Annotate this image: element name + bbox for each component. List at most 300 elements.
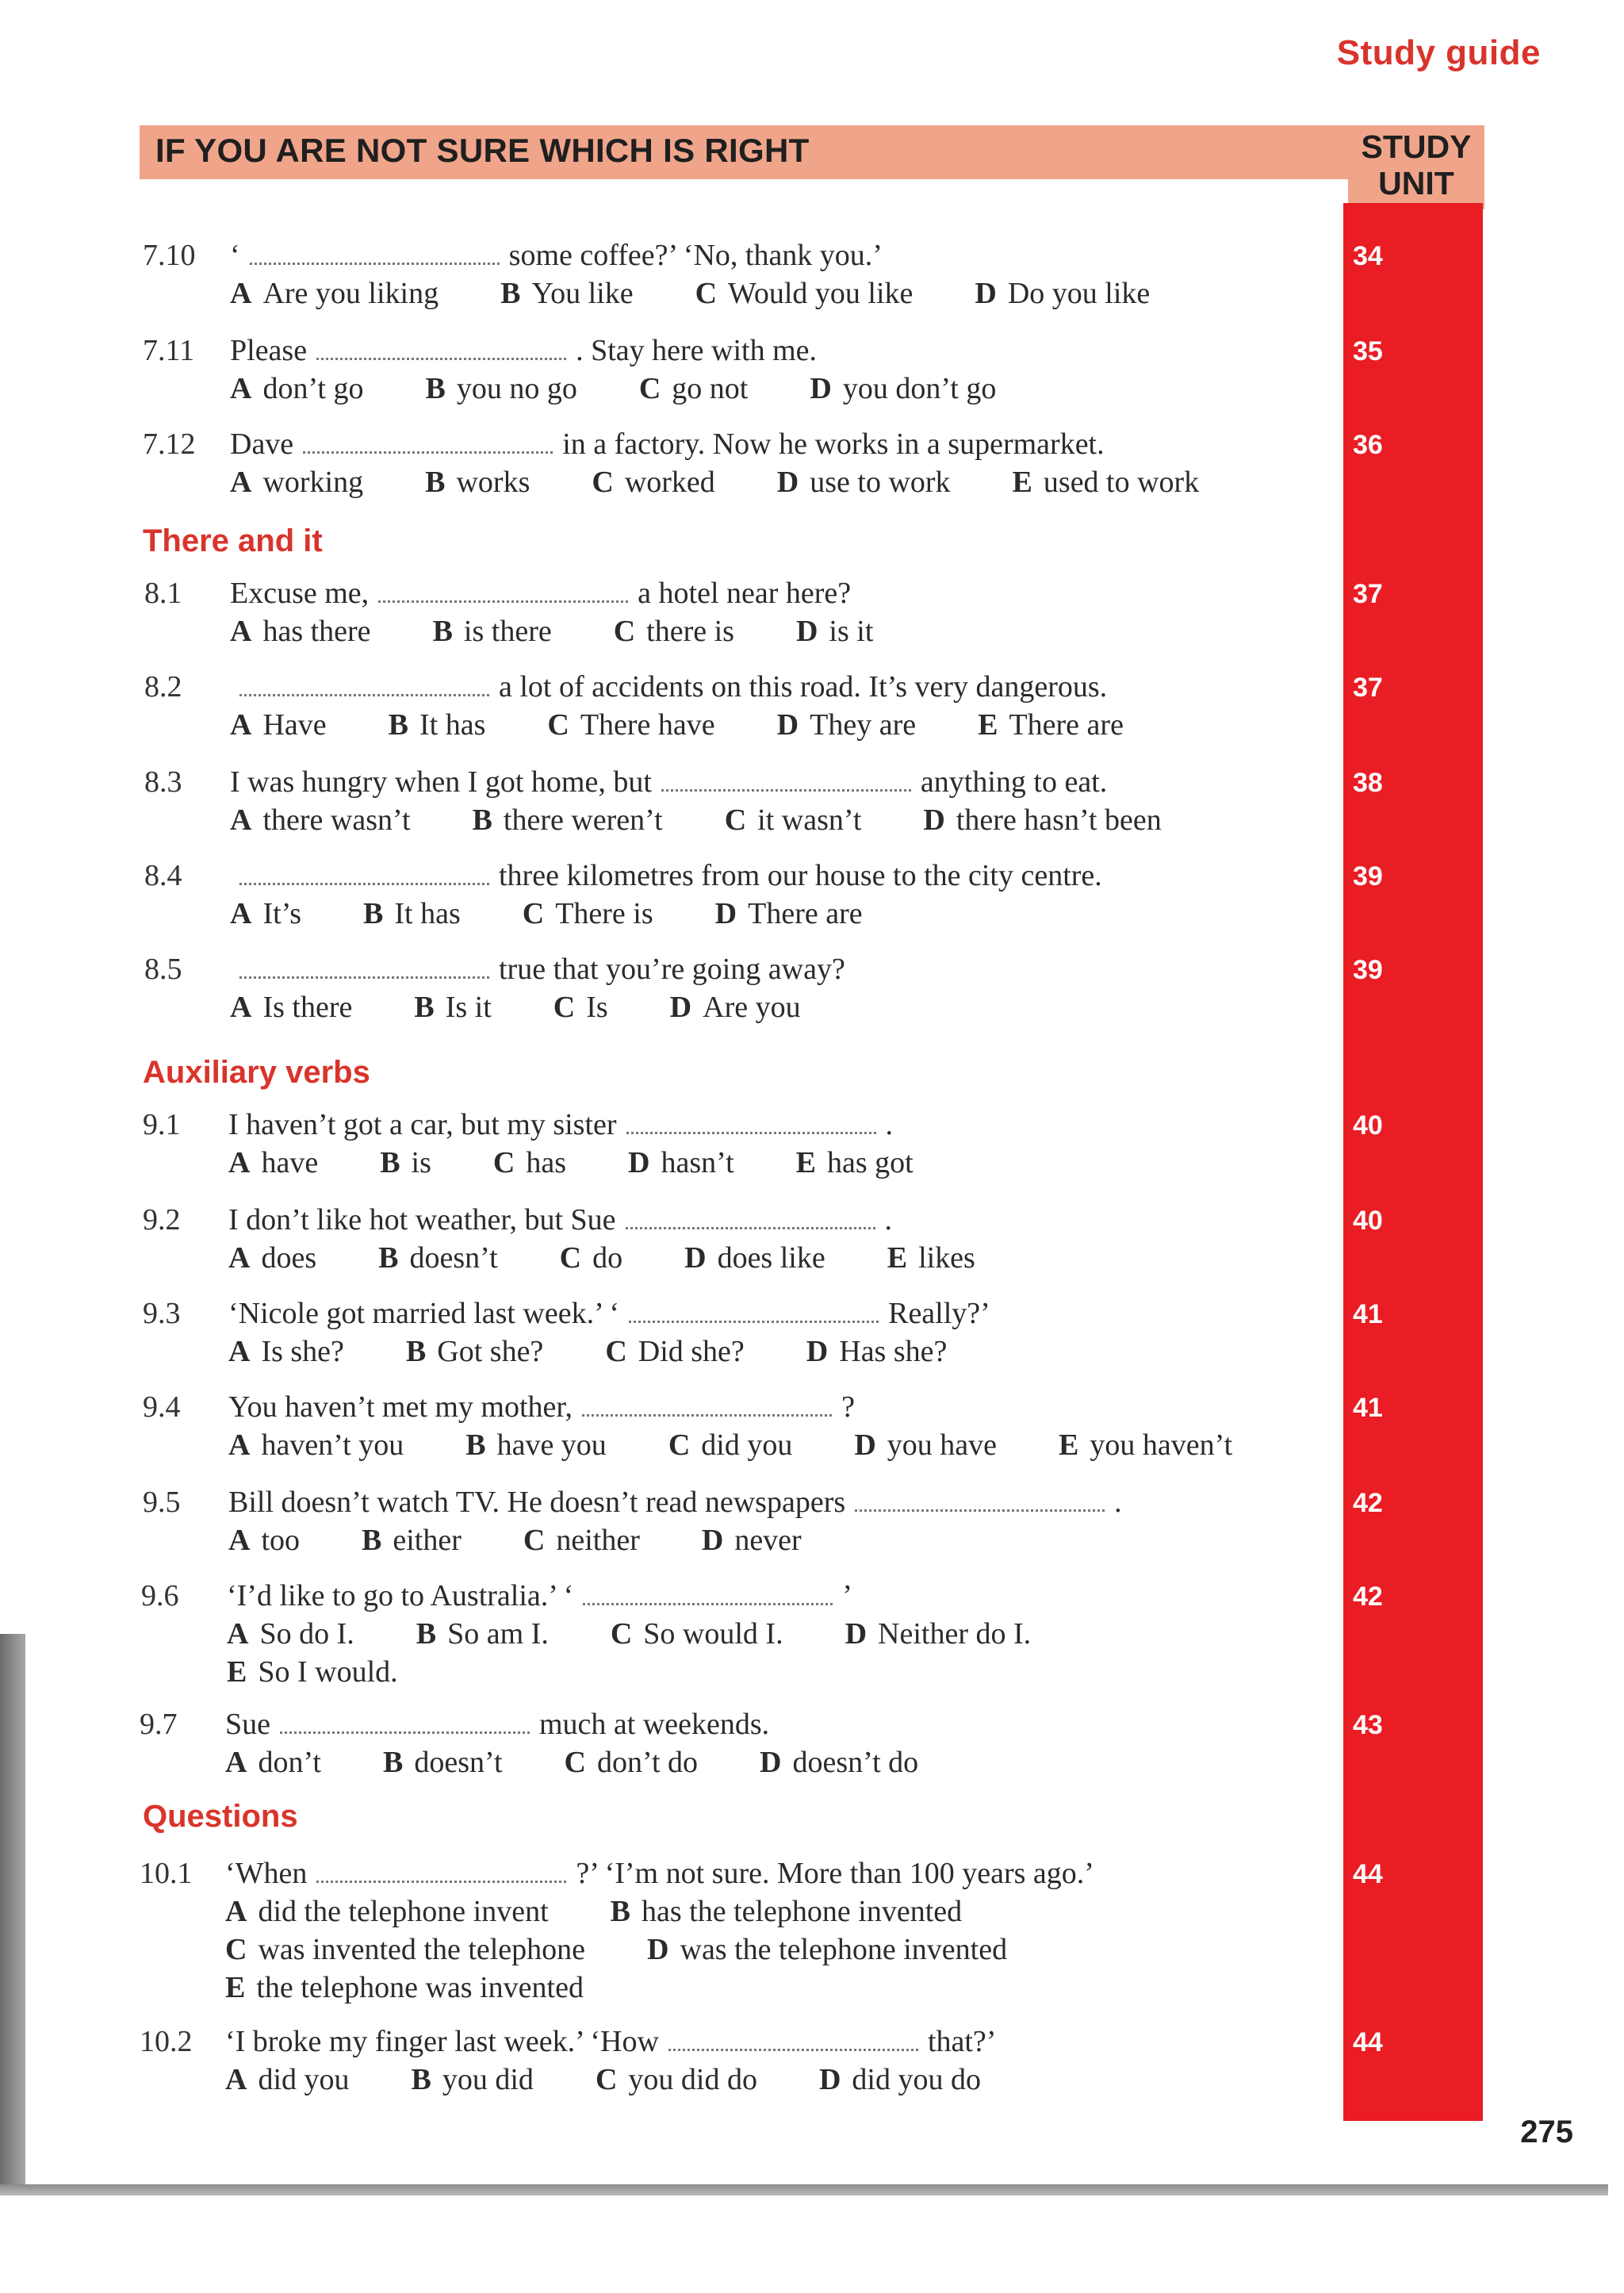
option-letter: B xyxy=(405,1335,427,1368)
option-letter: C xyxy=(605,1335,627,1368)
option-text: likes xyxy=(918,1241,975,1275)
question-number: 9.4 xyxy=(143,1390,181,1424)
option-text: So I would. xyxy=(258,1655,398,1689)
question-stem xyxy=(230,427,1105,462)
question-stem xyxy=(225,1856,1094,1891)
option-text: It has xyxy=(419,708,486,742)
option-text: Is she? xyxy=(261,1335,344,1368)
question-number: 9.3 xyxy=(143,1297,181,1330)
option-letter: D xyxy=(714,897,737,930)
answer-blank xyxy=(855,1487,1105,1512)
answer-option xyxy=(760,1746,918,1779)
answer-option xyxy=(416,1617,549,1651)
stem-text-after: . xyxy=(885,1108,894,1141)
study-unit-number: 35 xyxy=(1353,336,1383,366)
option-text: hasn’t xyxy=(661,1146,734,1179)
option-letter: D xyxy=(795,615,818,648)
answer-blank xyxy=(239,954,489,979)
question-number: 8.2 xyxy=(144,670,182,704)
option-text: used to work xyxy=(1043,466,1200,499)
question-number: 7.10 xyxy=(143,239,196,272)
study-unit-number: 36 xyxy=(1353,430,1383,460)
option-letter: D xyxy=(776,466,799,499)
header-title: IF YOU ARE NOT SURE WHICH IS RIGHT xyxy=(155,132,810,169)
answer-option xyxy=(228,1524,300,1557)
option-letter: D xyxy=(806,1335,829,1368)
answer-blank xyxy=(239,861,489,885)
option-line xyxy=(225,2062,981,2097)
answer-option xyxy=(695,277,914,310)
section-heading-questions: Questions xyxy=(143,1799,298,1834)
stem-text-after: true that you’re going away? xyxy=(499,953,845,986)
option-letter: D xyxy=(810,372,832,405)
option-text: you haven’t xyxy=(1090,1428,1233,1462)
option-text: working xyxy=(262,466,364,499)
option-letter: A xyxy=(228,1146,251,1179)
answer-option xyxy=(228,1241,316,1275)
scan-bottom-edge xyxy=(0,2184,1608,2195)
option-letter: C xyxy=(492,1146,515,1179)
option-text: there weren’t xyxy=(503,803,663,837)
answer-blank xyxy=(303,429,553,454)
answer-option xyxy=(614,615,734,648)
option-letter: E xyxy=(1012,466,1032,499)
answer-option xyxy=(796,1146,914,1179)
option-letter: C xyxy=(559,1241,582,1275)
stem-text-before: ‘ xyxy=(230,239,240,272)
option-text: doesn’t do xyxy=(792,1746,919,1779)
option-text: use to work xyxy=(810,466,951,499)
stem-text-after: ’ xyxy=(842,1579,852,1612)
study-unit-number: 37 xyxy=(1353,579,1383,609)
option-text: did you xyxy=(701,1428,793,1462)
stem-text-before: Dave xyxy=(230,428,294,461)
answer-option xyxy=(684,1241,825,1275)
option-text: There are xyxy=(748,897,863,930)
answer-option xyxy=(611,1895,963,1928)
option-letter: D xyxy=(701,1524,724,1557)
answer-option xyxy=(493,1146,566,1179)
option-letter: C xyxy=(523,1524,546,1557)
answer-option xyxy=(225,2063,350,2096)
stem-text-after: Really?’ xyxy=(888,1297,990,1330)
answer-option xyxy=(225,1895,549,1928)
option-letter: B xyxy=(465,1428,486,1462)
answer-blank xyxy=(668,2027,918,2051)
option-text: So am I. xyxy=(447,1617,549,1651)
option-text: go not xyxy=(672,372,749,405)
answer-option xyxy=(978,708,1124,742)
answer-option xyxy=(887,1241,975,1275)
answer-blank xyxy=(626,1205,875,1229)
question-number: 10.1 xyxy=(140,1857,193,1890)
stem-text-before: I haven’t got a car, but my sister xyxy=(228,1108,617,1141)
option-letter: D xyxy=(628,1146,650,1179)
option-letter: B xyxy=(610,1895,630,1928)
stem-text-before: ‘When xyxy=(225,1857,308,1890)
answer-option xyxy=(230,991,352,1024)
option-text: you did do xyxy=(628,2063,757,2096)
option-letter: B xyxy=(425,372,446,405)
study-unit-number: 37 xyxy=(1353,673,1383,703)
option-line xyxy=(228,1334,947,1369)
answer-option xyxy=(523,1524,640,1557)
option-text: So do I. xyxy=(259,1617,354,1651)
answer-blank xyxy=(250,240,500,265)
option-text: it wasn’t xyxy=(757,803,862,837)
option-letter: D xyxy=(669,991,692,1024)
option-letter: B xyxy=(425,466,446,499)
option-letter: A xyxy=(228,1241,251,1275)
option-text: don’t do xyxy=(596,1746,699,1779)
answer-option xyxy=(796,615,873,648)
option-letter: B xyxy=(414,991,435,1024)
option-text: Is there xyxy=(262,991,353,1024)
answer-option xyxy=(725,803,862,837)
answer-option xyxy=(425,466,530,499)
question-number: 8.5 xyxy=(144,953,182,986)
answer-option xyxy=(473,803,663,837)
option-letter: A xyxy=(230,897,252,930)
option-letter: A xyxy=(228,1524,251,1557)
option-line xyxy=(230,371,996,406)
option-text: There have xyxy=(580,708,715,742)
option-text: It’s xyxy=(262,897,302,930)
stem-text-before: I was hungry when I got home, but xyxy=(230,765,652,799)
answer-option xyxy=(611,1617,783,1651)
question-stem xyxy=(230,952,845,987)
answer-option xyxy=(228,1146,318,1179)
option-text: is there xyxy=(463,615,552,648)
study-unit-number: 38 xyxy=(1353,768,1383,798)
stem-text-before: Excuse me, xyxy=(230,577,370,610)
answer-option xyxy=(406,1335,543,1368)
option-letter: B xyxy=(378,1241,399,1275)
answer-option xyxy=(810,372,996,405)
option-line xyxy=(230,896,863,931)
answer-option xyxy=(230,615,371,648)
question-number: 9.6 xyxy=(141,1579,179,1612)
answer-option xyxy=(639,372,749,405)
option-line xyxy=(230,707,1124,742)
option-text: Have xyxy=(262,708,327,742)
study-unit-number: 44 xyxy=(1353,1859,1383,1889)
option-letter: A xyxy=(225,2063,247,2096)
section-heading-auxiliary-verbs: Auxiliary verbs xyxy=(143,1055,370,1090)
option-letter: B xyxy=(411,2063,431,2096)
section-heading-there-and-it: There and it xyxy=(143,523,323,558)
option-letter: D xyxy=(845,1617,868,1651)
stem-text-before: ‘I broke my finger last week.’ ‘How xyxy=(225,2025,659,2058)
stem-text-after: . xyxy=(884,1203,893,1237)
option-text: the telephone was invented xyxy=(256,1971,584,2004)
answer-option xyxy=(412,2063,534,2096)
option-letter: C xyxy=(610,1617,633,1651)
option-letter: A xyxy=(230,803,252,837)
option-text: you don’t go xyxy=(842,372,997,405)
study-unit-label-line1: STUDY xyxy=(1361,128,1472,165)
answer-option xyxy=(670,991,801,1024)
option-letter: E xyxy=(1059,1428,1079,1462)
option-line xyxy=(230,465,1199,500)
study-unit-number: 40 xyxy=(1353,1206,1383,1236)
stem-text-after: ?’ ‘I’m not sure. More than 100 years ago.’ xyxy=(576,1857,1094,1890)
stem-text-after: anything to eat. xyxy=(920,765,1108,799)
stem-text-after: some coffee?’ ‘No, thank you.’ xyxy=(508,239,883,272)
option-letter: C xyxy=(592,466,614,499)
option-letter: C xyxy=(613,615,636,648)
option-text: There is xyxy=(555,897,653,930)
stem-text-after: . Stay here with me. xyxy=(576,334,818,367)
option-text: too xyxy=(261,1524,301,1557)
question-stem xyxy=(228,1107,893,1142)
option-letter: A xyxy=(230,277,252,310)
answer-option xyxy=(975,277,1150,310)
option-text: does xyxy=(261,1241,317,1275)
option-text: neither xyxy=(556,1524,640,1557)
option-line xyxy=(230,614,873,649)
option-text: Did she? xyxy=(638,1335,745,1368)
answer-option xyxy=(363,897,461,930)
option-letter: D xyxy=(684,1241,707,1275)
question-number: 8.4 xyxy=(144,859,182,892)
option-letter: E xyxy=(978,708,998,742)
option-line xyxy=(225,1745,918,1780)
option-line xyxy=(227,1616,1031,1651)
stem-text-after: three kilometres from our house to the city centre. xyxy=(499,859,1102,892)
option-text: Got she? xyxy=(437,1335,544,1368)
option-letter: B xyxy=(500,277,521,310)
answer-blank xyxy=(280,1709,530,1734)
question-stem xyxy=(230,669,1107,704)
study-unit-number: 41 xyxy=(1353,1299,1383,1329)
scan-left-edge xyxy=(0,1634,25,2189)
answer-blank xyxy=(661,767,911,792)
question-stem xyxy=(225,1707,769,1742)
option-text: Is xyxy=(586,991,608,1024)
stem-text-before: Sue xyxy=(225,1708,270,1741)
option-letter: D xyxy=(776,708,799,742)
option-text: did the telephone invent xyxy=(258,1895,549,1928)
option-text: did you xyxy=(258,2063,350,2096)
option-letter: B xyxy=(362,1524,382,1557)
option-text: doesn’t xyxy=(414,1746,503,1779)
answer-option xyxy=(425,372,576,405)
answer-option xyxy=(806,1335,948,1368)
option-letter: C xyxy=(724,803,747,837)
answer-option xyxy=(777,466,951,499)
answer-option xyxy=(230,708,327,742)
option-line xyxy=(228,1428,1232,1463)
question-stem xyxy=(228,1485,1122,1520)
question-stem xyxy=(230,576,851,611)
stem-text-after: . xyxy=(1114,1486,1122,1519)
question-stem xyxy=(227,1578,852,1613)
answer-option xyxy=(362,1524,462,1557)
option-line xyxy=(230,990,801,1025)
option-letter: B xyxy=(388,708,408,742)
option-letter: D xyxy=(854,1428,876,1462)
answer-option xyxy=(565,1746,698,1779)
study-unit-label-line2: UNIT xyxy=(1378,165,1454,201)
stem-text-before: Bill doesn’t watch TV. He doesn’t read newspapers xyxy=(228,1486,846,1519)
option-letter: B xyxy=(472,803,492,837)
question-stem xyxy=(230,765,1107,799)
option-letter: C xyxy=(553,991,576,1024)
stem-text-before: ‘Nicole got married last week.’ ‘ xyxy=(228,1297,620,1330)
answer-option xyxy=(819,2063,981,2096)
study-unit-number: 43 xyxy=(1353,1710,1383,1740)
answer-blank xyxy=(629,1298,879,1323)
option-letter: A xyxy=(227,1617,249,1651)
question-stem xyxy=(228,1296,990,1331)
study-unit-column xyxy=(1343,203,1483,2121)
option-text: It has xyxy=(394,897,461,930)
option-text: you have xyxy=(887,1428,998,1462)
answer-blank xyxy=(582,1392,832,1417)
option-line xyxy=(227,1655,398,1689)
answer-option xyxy=(465,1428,607,1462)
option-letter: A xyxy=(225,1746,247,1779)
stem-text-before: I don’t like hot weather, but Sue xyxy=(228,1203,616,1237)
study-unit-number: 40 xyxy=(1353,1110,1383,1141)
option-text: Has she? xyxy=(839,1335,948,1368)
option-letter: A xyxy=(230,372,252,405)
option-text: was invented the telephone xyxy=(258,1933,586,1966)
question-number: 7.12 xyxy=(143,428,196,461)
answer-option xyxy=(523,897,653,930)
answer-option xyxy=(647,1933,1007,1966)
question-stem xyxy=(228,1390,855,1424)
answer-option xyxy=(383,1746,503,1779)
question-stem xyxy=(230,858,1102,893)
study-unit-label xyxy=(1348,128,1484,201)
option-text: has the telephone invented xyxy=(642,1895,963,1928)
answer-option xyxy=(702,1524,802,1557)
option-letter: A xyxy=(230,708,252,742)
question-stem xyxy=(225,2024,996,2059)
option-text: Is it xyxy=(445,991,492,1024)
option-text: worked xyxy=(624,466,715,499)
answer-option xyxy=(230,466,363,499)
answer-option xyxy=(389,708,486,742)
option-text: either xyxy=(393,1524,462,1557)
option-letter: D xyxy=(923,803,945,837)
answer-option xyxy=(668,1428,793,1462)
answer-option xyxy=(854,1428,997,1462)
answer-option xyxy=(592,466,714,499)
option-letter: D xyxy=(647,1933,669,1966)
option-text: have xyxy=(261,1146,319,1179)
answer-option xyxy=(553,991,608,1024)
option-text: there hasn’t been xyxy=(956,803,1162,837)
stem-text-after: that?’ xyxy=(927,2025,997,2058)
option-text: did you do xyxy=(852,2063,981,2096)
option-letter: B xyxy=(363,897,384,930)
option-text: So would I. xyxy=(643,1617,783,1651)
option-text: never xyxy=(734,1524,802,1557)
option-letter: C xyxy=(225,1933,247,1966)
answer-option xyxy=(605,1335,744,1368)
option-letter: A xyxy=(225,1895,247,1928)
option-letter: D xyxy=(818,2063,841,2096)
answer-option xyxy=(227,1655,398,1689)
option-line xyxy=(230,803,1162,838)
stem-text-after: a lot of accidents on this road. It’s very dangerous. xyxy=(499,670,1108,704)
option-letter: B xyxy=(380,1146,400,1179)
answer-option xyxy=(225,1971,584,2004)
answer-option xyxy=(845,1617,1032,1651)
stem-text-after: a hotel near here? xyxy=(638,577,852,610)
option-line xyxy=(225,1970,584,2005)
option-text: haven’t you xyxy=(261,1428,404,1462)
option-letter: D xyxy=(975,277,997,310)
question-number: 7.11 xyxy=(143,334,195,367)
answer-option xyxy=(414,991,491,1024)
answer-option xyxy=(225,1933,585,1966)
study-unit-number: 44 xyxy=(1353,2027,1383,2057)
question-number: 9.2 xyxy=(143,1203,181,1237)
question-stem xyxy=(230,238,883,273)
stem-text-before: Please xyxy=(230,334,308,367)
option-text: has xyxy=(526,1146,567,1179)
option-text: They are xyxy=(810,708,917,742)
answer-option xyxy=(378,1241,498,1275)
option-text: works xyxy=(456,466,530,499)
answer-option xyxy=(1059,1428,1232,1462)
option-letter: D xyxy=(760,1746,782,1779)
answer-blank xyxy=(316,1858,566,1883)
option-letter: B xyxy=(382,1746,404,1779)
option-letter: C xyxy=(547,708,569,742)
answer-blank xyxy=(378,578,628,603)
answer-option xyxy=(230,372,363,405)
option-text: does like xyxy=(717,1241,825,1275)
option-letter: E xyxy=(887,1241,908,1275)
option-text: has got xyxy=(827,1146,914,1179)
study-unit-number: 42 xyxy=(1353,1582,1383,1612)
option-text: Are you liking xyxy=(262,277,439,310)
answer-blank xyxy=(583,1581,833,1605)
question-stem xyxy=(228,1202,892,1237)
stem-text-before: ‘I’d like to go to Australia.’ ‘ xyxy=(227,1579,574,1612)
study-unit-number: 41 xyxy=(1353,1393,1383,1423)
answer-option xyxy=(228,1335,344,1368)
option-text: is xyxy=(411,1146,431,1179)
option-letter: A xyxy=(228,1335,251,1368)
option-text: you no go xyxy=(456,372,577,405)
option-text: you did xyxy=(442,2063,534,2096)
option-text: has there xyxy=(262,615,371,648)
option-letter: A xyxy=(230,466,252,499)
option-letter: A xyxy=(230,615,252,648)
option-letter: A xyxy=(230,991,252,1024)
answer-option xyxy=(500,277,633,310)
option-letter: C xyxy=(668,1428,691,1462)
option-letter: B xyxy=(416,1617,437,1651)
answer-option xyxy=(560,1241,622,1275)
answer-option xyxy=(628,1146,734,1179)
option-letter: C xyxy=(595,2063,618,2096)
option-text: don’t go xyxy=(262,372,364,405)
option-letter: E xyxy=(227,1655,247,1689)
answer-option xyxy=(230,897,301,930)
option-letter: C xyxy=(695,277,718,310)
stem-text-after: ? xyxy=(841,1390,855,1424)
study-unit-number: 39 xyxy=(1353,861,1383,892)
answer-option xyxy=(380,1146,431,1179)
option-text: don’t xyxy=(258,1746,321,1779)
